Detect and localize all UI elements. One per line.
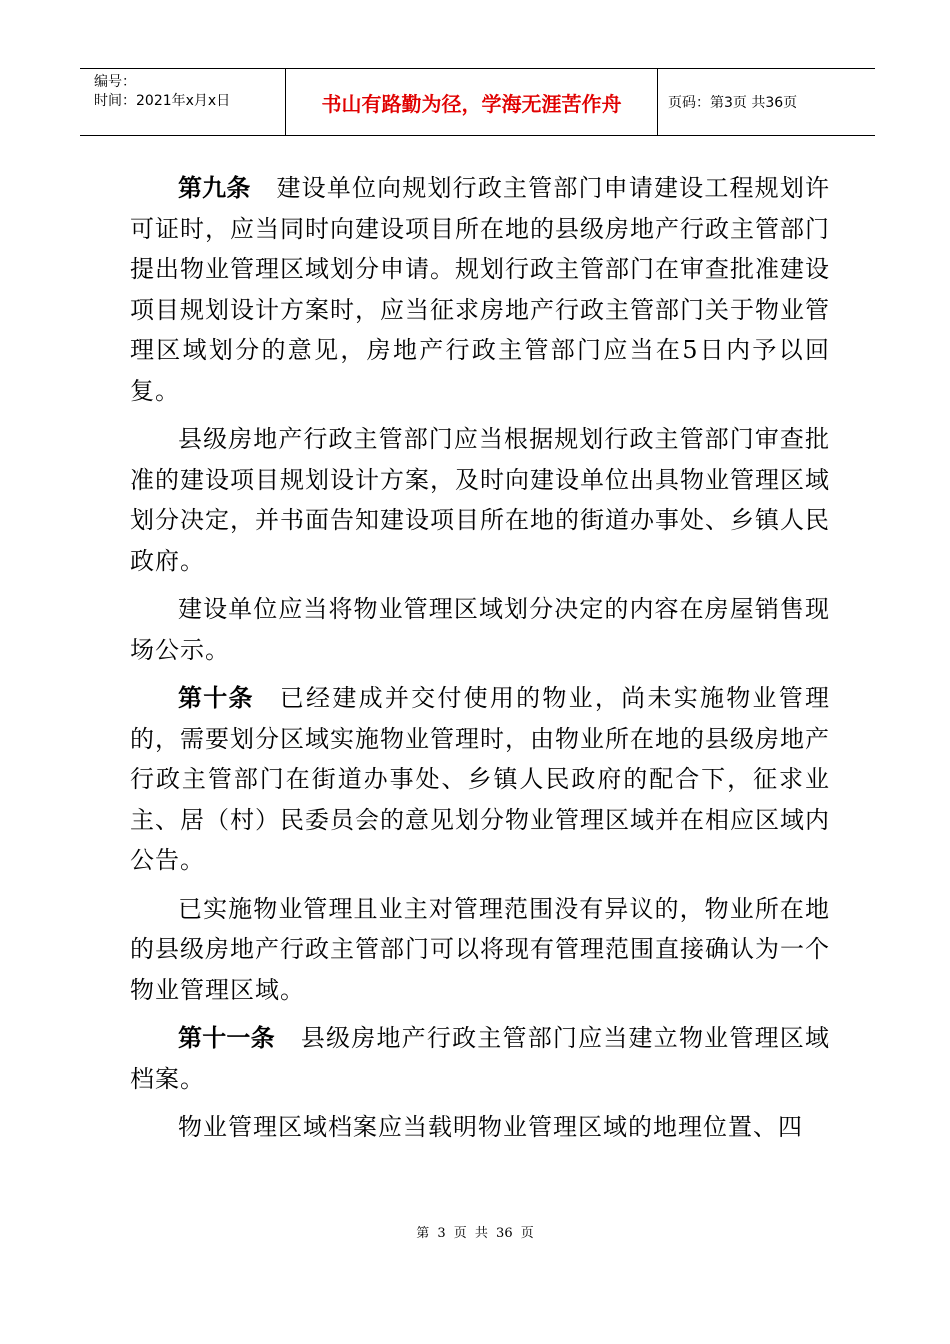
page-header <box>80 68 875 136</box>
paragraph <box>130 168 830 411</box>
paragraph <box>130 589 830 670</box>
header-meta <box>80 69 286 135</box>
code-label: 编号： <box>94 74 136 90</box>
page-footer: 第 3 页 共 36 页 <box>416 1226 534 1241</box>
paragraph-text: 已经建成并交付使用的物业，尚未实施物业管理的，需要划分区域实施物业管理时，由物业所在地的县级房地产行政主管部门在街道办事处、乡镇人民政府的配合下，征求业主、居（村）民委员会的意见划分物业管理区域并在相应区域内公告。 <box>130 684 831 874</box>
paragraph <box>130 419 830 581</box>
document-body <box>130 168 830 1156</box>
paragraph <box>130 1107 830 1148</box>
article-number: 第十一条 <box>178 1024 275 1052</box>
header-motto: 书山有路勤为径，学海无涯苦作舟 <box>286 69 658 135</box>
paragraph <box>130 1018 830 1099</box>
paragraph <box>130 678 830 881</box>
paragraph-text: 建设单位向规划行政主管部门申请建设工程规划许可证时，应当同时向建设项目所在地的县级房地产行政主管部门提出物业管理区域划分申请。规划行政主管部门在审查批准建设项目规划设计方案时，应当征求房地产行政主管部门关于物业管理区域划分的意见，房地产行政主管部门应当在5日内予以回复。 <box>130 174 830 405</box>
paragraph-text: 县级房地产行政主管部门应当建立物业管理区域档案。 <box>130 1024 831 1093</box>
paragraph-text: 县级房地产行政主管部门应当根据规划行政主管部门审查批准的建设项目规划设计方案，及时向建设单位出具物业管理区域划分决定，并书面告知建设项目所在地的街道办事处、乡镇人民政府。 <box>130 425 830 575</box>
paragraph-text: 已实施物业管理且业主对管理范围没有异议的，物业所在地的县级房地产行政主管部门可以将现有管理范围直接确认为一个物业管理区域。 <box>130 894 830 1004</box>
paragraph-text: 物业管理区域档案应当载明物业管理区域的地理位置、四 <box>178 1113 803 1141</box>
paragraph-text: 建设单位应当将物业管理区域划分决定的内容在房屋销售现场公示。 <box>130 595 830 664</box>
article-number: 第九条 <box>178 174 251 202</box>
time-label: 时间：2021年x月x日 <box>94 93 231 109</box>
article-number: 第十条 <box>178 684 254 712</box>
header-page-info: 页码：第3页 共36页 <box>668 95 798 111</box>
paragraph <box>130 889 830 1011</box>
